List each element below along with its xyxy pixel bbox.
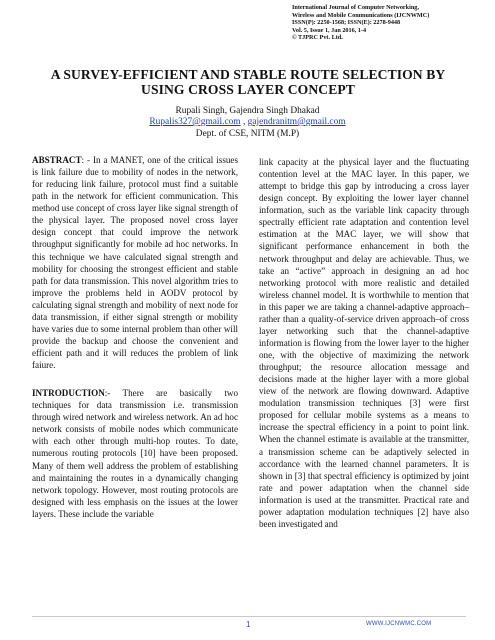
paragraph-gap [32,371,238,387]
journal-name-line-1: International Journal of Computer Networking, [292,4,419,11]
author-department: Dept. of CSE, NITM (M.P) [195,129,300,139]
journal-header [292,4,488,42]
right-column-text: link capacity at the physical layer and the fluctuating contention level at the MAC layer. In this paper, we attempt to bridge this gap by introducing a cross layer design concept. By exploiting the lower layer channel information, such as the variable link capacity through spectrally efficient rate adaptation and contention level estimation at the MAC layer, we will show that significant performance enhancement in both the network throughput and delay are achievable. Thus, we take an “active” approach in designing an ad hoc networking protocol with more realistic and detailed wireless channel model. It is worthwhile to mention that in this paper we are taking a channel-adaptive approach– rather than a quality-of-service driven approach–of cross layer networking such that the channel-adaptive information is flowing from the lower layer to the higher one, with the objective of maximizing the network throughput; the resource allocation message and decisions made at the higher layer with a more global view of the network are flowing downward. Adaptive modulation transmission techniques [3] were first proposed for cellular mobile systems as a means to increase the spectral efficiency in a point to point link. When the channel estimate is available at the transmitter, a transmission scheme can be adaptively selected in accordance with the learned channel parameters. It is shown in [3] that spectral efficiency is optimized by joint rate and power adaptation when the channel side information is used at the transmitter. Practical rate and power adaptation modulation techniques [2] have also been investigated and [259,157,469,529]
journal-issn: ISSN(P): 2250-1568; ISSN(E): 2278-9448 [292,19,401,27]
email-link-rupali[interactable]: Rupalis327@gmail.com [149,117,241,127]
left-column [32,154,238,520]
paper-title-line-2: USING CROSS LAYER CONCEPT [141,82,355,97]
author-names: Rupali Singh, Gajendra Singh Dhakad [175,106,320,116]
paper-title [22,67,474,97]
journal-website-link[interactable]: WWW.IJCNWMC.COM [366,621,432,627]
introduction-text: :- There are basically two techniques for data transmission i.e. transmission through wired network and wireless network. An ad hoc network consists of mobile nodes which communicate with each other through multi-hop routes. To date, numerous routing protocols [10] have been proposed. Many of them well address the problem of establishing and maintaining the routes in a dynamically changing network topology. However, most routing protocols are designed with less emphasis on the issues at the lower layers. These include the variable [32,388,238,519]
introduction-paragraph [32,387,238,520]
abstract-paragraph [32,154,238,371]
page-number: 1 [246,620,251,629]
footer-divider [32,616,466,617]
journal-name-line-2: Wireless and Mobile Communications (IJCNWMC) [292,11,430,19]
journal-volume: Vol. 5, Issue 1, Jan 2016, 1-4 [292,26,367,34]
abstract-label: ABSTRACT [32,155,82,165]
email-separator: , [240,117,248,127]
right-column [259,156,469,530]
paper-title-line-1: A SURVEY-EFFICIENT AND STABLE ROUTE SELECTION BY [50,67,446,82]
author-emails [0,117,495,128]
introduction-label: INTRODUCTION [32,388,105,399]
journal-copyright: © TJPRC Pvt. Ltd. [292,34,343,42]
abstract-text: : - In a MANET, one of the critical issues is link failure due to mobility of nodes in the network, for reducing link failure, protocol must find a suitable path in the network for efficient communication. This method use concept of cross layer like signal strength of the physical layer. The proposed novel cross layer design concept that could improve the network throughput significantly for mobile ad hoc networks. In this technique we have calculated signal strength and mobility for choosing the strongest efficient and stable path for data transmission. This novel algorithm tries to improve the problems held in AODV protocol by calculating signal strength and mobility of next node for data transmission, if either signal strength or mobility have varies due to some internal problem than other will provide the backup and choose the convenient and efficient path and it will reduces the problem of link faiure. [32,155,238,371]
email-link-gajendra[interactable]: gajendranitm@gmail.com [247,117,346,127]
